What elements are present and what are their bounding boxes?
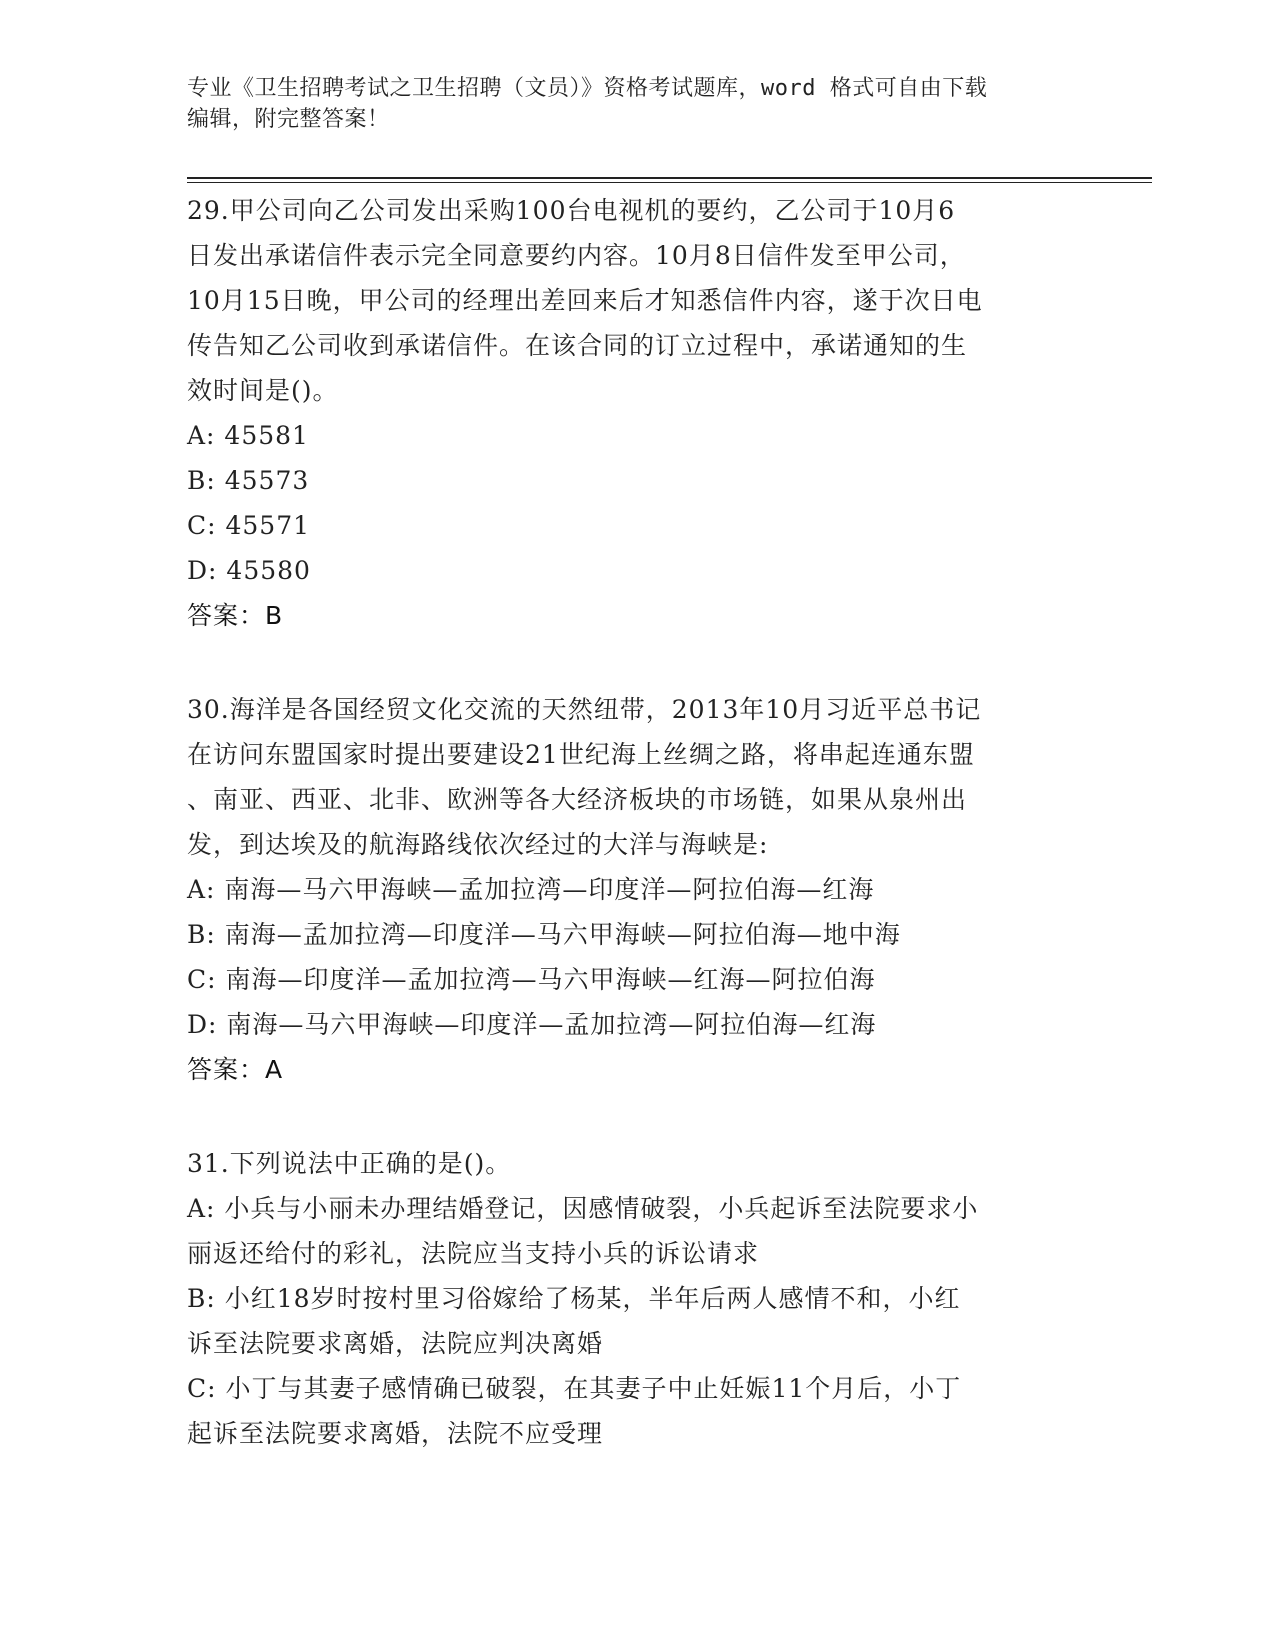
option-line: C: 小丁与其妻子感情确已破裂，在其妻子中止妊娠11个月后，小丁 bbox=[187, 1374, 962, 1403]
option-b: B: 45573 bbox=[187, 466, 310, 495]
header-line-1: 专业《卫生招聘考试之卫生招聘（文员）》资格考试题库，word 格式可自由下载 bbox=[187, 76, 988, 101]
option-a bbox=[187, 1186, 1077, 1276]
header-divider-thick bbox=[187, 177, 1152, 179]
option-line: 诉至法院要求离婚，法院应判决离婚 bbox=[187, 1329, 604, 1358]
stem-line: 29.甲公司向乙公司发出采购100台电视机的要约，乙公司于10月6 bbox=[187, 196, 956, 225]
question-stem bbox=[187, 1141, 1077, 1186]
question-stem bbox=[187, 687, 1077, 867]
stem-line: 31.下列说法中正确的是()。 bbox=[187, 1149, 512, 1178]
option-line: 丽返还给付的彩礼，法院应当支持小兵的诉讼请求 bbox=[187, 1239, 760, 1268]
option-c bbox=[187, 1366, 1077, 1456]
stem-line: 在访问东盟国家时提出要建设21世纪海上丝绸之路，将串起连通东盟 bbox=[187, 740, 975, 769]
option-d: D: 45580 bbox=[187, 556, 311, 585]
question-30 bbox=[187, 687, 1077, 1092]
answer-label: 答案：A bbox=[187, 1055, 284, 1084]
option-a: A: 南海—马六甲海峡—孟加拉湾—印度洋—阿拉伯海—红海 bbox=[187, 875, 875, 904]
option-c: C: 45571 bbox=[187, 511, 311, 540]
header-line-2: 编辑，附完整答案！ bbox=[187, 107, 390, 132]
question-31 bbox=[187, 1141, 1077, 1456]
option-c: C: 南海—印度洋—孟加拉湾—马六甲海峡—红海—阿拉伯海 bbox=[187, 965, 876, 994]
document-header bbox=[187, 73, 1067, 135]
stem-line: 日发出承诺信件表示完全同意要约内容。10月8日信件发至甲公司， bbox=[187, 241, 966, 270]
option-a: A: 45581 bbox=[187, 421, 309, 450]
option-d: D: 南海—马六甲海峡—印度洋—孟加拉湾—阿拉伯海—红海 bbox=[187, 1010, 877, 1039]
stem-line: 发，到达埃及的航海路线依次经过的大洋与海峡是: bbox=[187, 830, 769, 859]
question-stem bbox=[187, 188, 1077, 413]
option-line: 起诉至法院要求离婚，法院不应受理 bbox=[187, 1419, 604, 1448]
stem-line: 效时间是()。 bbox=[187, 376, 339, 405]
stem-line: 传告知乙公司收到承诺信件。在该合同的订立过程中，承诺通知的生 bbox=[187, 331, 968, 360]
stem-line: 30.海洋是各国经贸文化交流的天然纽带，2013年10月习近平总书记 bbox=[187, 695, 982, 724]
option-b bbox=[187, 1276, 1077, 1366]
stem-line: 10月15日晚，甲公司的经理出差回来后才知悉信件内容，遂于次日电 bbox=[187, 286, 983, 315]
answer-label: 答案：B bbox=[187, 601, 284, 630]
option-b: B: 南海—孟加拉湾—印度洋—马六甲海峡—阿拉伯海—地中海 bbox=[187, 920, 901, 949]
option-line: A: 小兵与小丽未办理结婚登记，因感情破裂，小兵起诉至法院要求小 bbox=[187, 1194, 979, 1223]
option-line: B: 小红18岁时按村里习俗嫁给了杨某，半年后两人感情不和，小红 bbox=[187, 1284, 961, 1313]
question-29 bbox=[187, 188, 1077, 638]
header-divider-thin bbox=[187, 182, 1152, 183]
stem-line: 、南亚、西亚、北非、欧洲等各大经济板块的市场链，如果从泉州出 bbox=[187, 785, 968, 814]
